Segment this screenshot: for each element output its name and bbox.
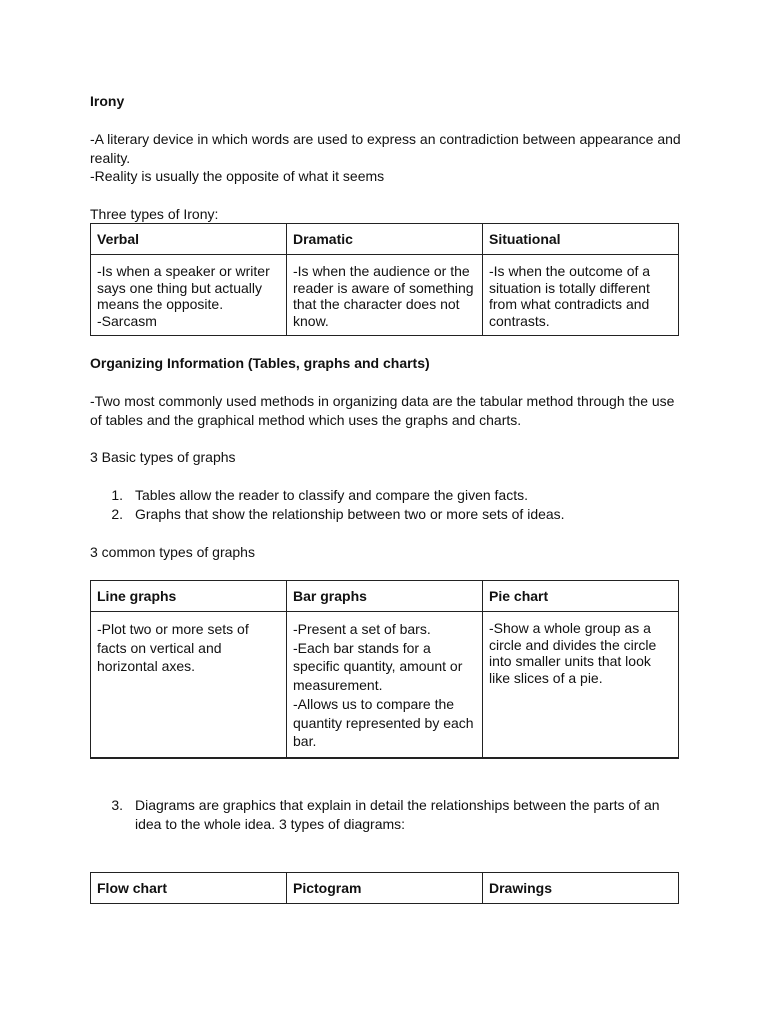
pie-chart-cell: -Show a whole group as a circle and divides the circle into smaller units that look like slices of a pie. [483,612,679,758]
verbal-cell [91,255,287,336]
organizing-heading: Organizing Information (Tables, graphs and charts) [90,355,430,371]
bar-graphs-cell [287,612,483,758]
table-header-row [91,873,679,904]
irony-types-table [90,223,679,336]
irony-heading: Irony [90,93,125,109]
table-row [91,612,679,758]
situational-cell: -Is when the outcome of a situation is totally different from what contradicts and contrasts. [483,255,679,336]
irony-definition: -A literary device in which words are used to express an contradiction between appearance and reality. [90,131,681,166]
list-item-number: 3. [111,797,123,813]
list-item-number: 1. [111,487,123,503]
table-header-pictogram: Pictogram [287,873,483,904]
bar-graphs-line-2: -Each bar stands for a specific quantity, amount or measurement. [293,639,463,694]
table-header-drawings: Drawings [483,873,679,904]
table-header-pie-chart: Pie chart [483,581,679,612]
diagrams-table [90,872,679,904]
table-header-flow-chart: Flow chart [91,873,287,904]
common-graphs-intro: 3 common types of graphs [90,544,255,560]
dramatic-cell: -Is when the audience or the reader is aware of something that the character does not know. [287,255,483,336]
bar-graphs-line-3: -Allows us to compare the quantity represented by each bar. [293,695,474,750]
irony-definition-2: -Reality is usually the opposite of what it seems [90,168,385,184]
diagrams-list-item: Diagrams are graphics that explain in detail the relationships between the parts of an idea to the whole idea. 3 types of diagrams: [135,797,660,832]
table-row [91,255,679,336]
table-header-row [91,224,679,255]
line-graphs-cell: -Plot two or more sets of facts on vertical and horizontal axes. [91,612,287,758]
table-header-line-graphs: Line graphs [91,581,287,612]
irony-types-intro: Three types of Irony: [90,206,219,222]
table-header-dramatic: Dramatic [287,224,483,255]
basic-graphs-intro: 3 Basic types of graphs [90,449,236,465]
bar-graphs-line-1: -Present a set of bars. [293,621,431,637]
list-item-number: 2. [111,506,123,522]
table-header-row [91,581,679,612]
table-header-situational: Situational [483,224,679,255]
table-header-verbal: Verbal [91,224,287,255]
graphs-table [90,580,679,759]
list-item: Graphs that show the relationship between two or more sets of ideas. [135,506,565,522]
verbal-description: -Is when a speaker or writer says one thing but actually means the opposite. [97,263,270,312]
table-header-bar-graphs: Bar graphs [287,581,483,612]
verbal-sarcasm: -Sarcasm [97,312,157,329]
list-item: Tables allow the reader to classify and compare the given facts. [135,487,528,503]
organizing-paragraph: -Two most commonly used methods in organizing data are the tabular method through the use of tables and the graphical method which uses the graphs and charts. [90,393,675,428]
